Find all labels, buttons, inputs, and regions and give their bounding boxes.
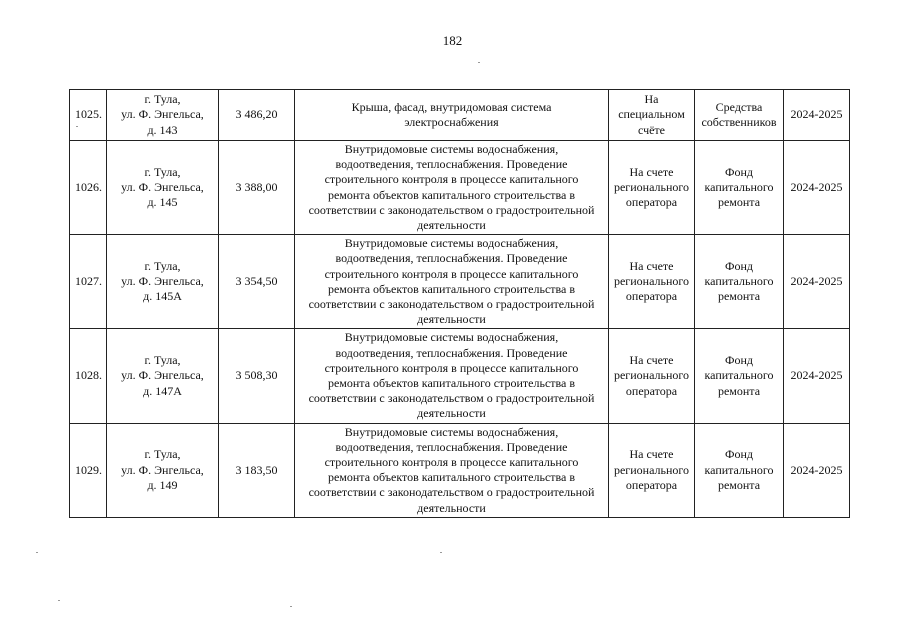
work-description-cell — [295, 423, 609, 517]
funding-source-cell — [695, 90, 784, 141]
work-description-cell — [295, 90, 609, 141]
funding-line: капитального — [704, 368, 774, 383]
work-description-line: ремонта объектов капитального строительства в — [327, 376, 576, 391]
address-cell — [107, 235, 219, 329]
funding-source-cell — [695, 141, 784, 235]
account-cell — [609, 141, 695, 235]
address-line: д. 143 — [147, 122, 178, 137]
table-body — [70, 90, 850, 518]
account-cell — [609, 90, 695, 141]
address-line: д. 145 — [147, 195, 178, 210]
period-cell: 2024-2025 — [784, 423, 850, 517]
work-description-line: деятельности — [417, 406, 486, 421]
funding-line: Фонд — [724, 259, 753, 274]
table-row — [70, 141, 850, 235]
account-line: оператора — [625, 383, 678, 398]
work-description-line: водоотведения, теплоснабжения. Проведение — [335, 345, 568, 360]
row-number-cell: 1029. — [70, 423, 107, 517]
account-line: регионального — [613, 274, 690, 289]
address-line: ул. Ф. Энгельса, — [121, 274, 204, 289]
work-description-line: Крыша, фасад, внутридомовая система — [351, 99, 552, 114]
address-line: д. 149 — [147, 477, 178, 492]
account-line: специальном — [618, 107, 685, 122]
work-description-line: соответствии с законодательством о градостроительной — [308, 485, 595, 500]
work-description-line: ремонта объектов капитального строительства в — [327, 187, 576, 202]
account-cell — [609, 423, 695, 517]
work-description-line: соответствии с законодательством о градостроительной — [308, 202, 595, 217]
funding-source-cell — [695, 235, 784, 329]
address-line: г. Тула, — [144, 353, 181, 368]
work-description-line: строительного контроля в процессе капитального — [324, 172, 579, 187]
work-description-line: Внутридомовые системы водоснабжения, — [344, 142, 559, 156]
work-description-line: водоотведения, теплоснабжения. Проведение — [335, 157, 568, 172]
funding-line: капитального — [704, 180, 774, 194]
work-description-line: ремонта объектов капитального строительства в — [327, 281, 576, 296]
work-description-line: Внутридомовые системы водоснабжения, — [344, 424, 559, 439]
area-cell: 3 388,00 — [219, 141, 295, 235]
work-description-cell — [295, 141, 609, 235]
address-line: г. Тула, — [144, 92, 181, 107]
work-description-line: электроснабжения — [404, 115, 499, 129]
account-line: На счете — [629, 447, 674, 462]
funding-line: ремонта — [717, 383, 761, 398]
work-description-line: соответствии с законодательством о градостроительной — [308, 297, 595, 312]
row-number-cell: 1027. — [70, 235, 107, 329]
period-cell: 2024-2025 — [784, 141, 850, 235]
funding-line: собственников — [701, 115, 777, 129]
work-description-line: Внутридомовые системы водоснабжения, — [344, 236, 559, 251]
work-description-line: строительного контроля в процессе капитального — [324, 360, 579, 375]
work-description-line: ремонта объектов капитального строительства в — [327, 470, 576, 485]
address-line: г. Тула, — [144, 164, 181, 179]
scan-speck — [440, 552, 442, 553]
period-cell: 2024-2025 — [784, 235, 850, 329]
work-description-line: соответствии с законодательством о градостроительной — [308, 391, 595, 406]
account-line: На — [644, 92, 659, 107]
account-line: оператора — [625, 195, 678, 210]
address-cell — [107, 90, 219, 141]
funding-line: ремонта — [717, 195, 761, 210]
account-cell — [609, 329, 695, 423]
account-line: регионального — [613, 180, 690, 194]
address-line: ул. Ф. Энгельса, — [121, 180, 204, 194]
row-number-cell: 1028. — [70, 329, 107, 423]
account-line: счёте — [637, 122, 666, 137]
account-line: регионального — [613, 462, 690, 477]
address-line: д. 145А — [143, 289, 182, 304]
address-line: г. Тула, — [144, 447, 181, 462]
account-line: оператора — [625, 289, 678, 304]
repair-schedule-table — [69, 89, 850, 518]
funding-source-cell — [695, 329, 784, 423]
work-description-line: водоотведения, теплоснабжения. Проведение — [335, 251, 568, 266]
page-number: 182 — [442, 33, 463, 48]
address-line: ул. Ф. Энгельса, — [121, 462, 204, 477]
funding-line: Фонд — [724, 447, 753, 462]
area-cell: 3 508,30 — [219, 329, 295, 423]
scan-speck — [478, 62, 480, 63]
scan-speck — [36, 552, 38, 553]
work-description-cell — [295, 235, 609, 329]
account-line: На счете — [629, 164, 674, 179]
table-row — [70, 423, 850, 517]
scan-speck — [290, 606, 292, 607]
work-description-line: Внутридомовые системы водоснабжения, — [344, 330, 559, 345]
period-cell: 2024-2025 — [784, 329, 850, 423]
table-row — [70, 329, 850, 423]
funding-line: Фонд — [724, 164, 753, 179]
funding-line: Средства — [715, 99, 763, 114]
address-cell — [107, 141, 219, 235]
address-line: г. Тула, — [144, 259, 181, 274]
account-line: оператора — [625, 477, 678, 492]
address-cell — [107, 423, 219, 517]
work-description-line: водоотведения, теплоснабжения. Проведение — [335, 439, 568, 454]
funding-line: ремонта — [717, 289, 761, 304]
funding-line: капитального — [704, 462, 774, 477]
table-row — [70, 235, 850, 329]
funding-source-cell — [695, 423, 784, 517]
area-cell: 3 183,50 — [219, 423, 295, 517]
address-cell — [107, 329, 219, 423]
funding-line: ремонта — [717, 477, 761, 492]
area-cell: 3 354,50 — [219, 235, 295, 329]
work-description-line: деятельности — [417, 218, 486, 233]
account-cell — [609, 235, 695, 329]
work-description-line: строительного контроля в процессе капитального — [324, 266, 579, 281]
scan-speck — [76, 126, 78, 127]
work-description-cell — [295, 329, 609, 423]
work-description-line: строительного контроля в процессе капитального — [324, 455, 579, 470]
account-line: регионального — [613, 368, 690, 383]
work-description-line: деятельности — [417, 312, 486, 327]
row-number-cell: 1025. — [70, 90, 107, 141]
account-line: На счете — [629, 259, 674, 274]
address-line: ул. Ф. Энгельса, — [121, 107, 204, 122]
area-cell: 3 486,20 — [219, 90, 295, 141]
account-line: На счете — [629, 353, 674, 368]
address-line: ул. Ф. Энгельса, — [121, 368, 204, 383]
period-cell: 2024-2025 — [784, 90, 850, 141]
funding-line: капитального — [704, 274, 774, 289]
scan-speck — [58, 600, 60, 601]
row-number-cell: 1026. — [70, 141, 107, 235]
work-description-line: деятельности — [417, 500, 486, 515]
funding-line: Фонд — [724, 353, 753, 368]
address-line: д. 147А — [143, 383, 182, 398]
table-row — [70, 90, 850, 141]
